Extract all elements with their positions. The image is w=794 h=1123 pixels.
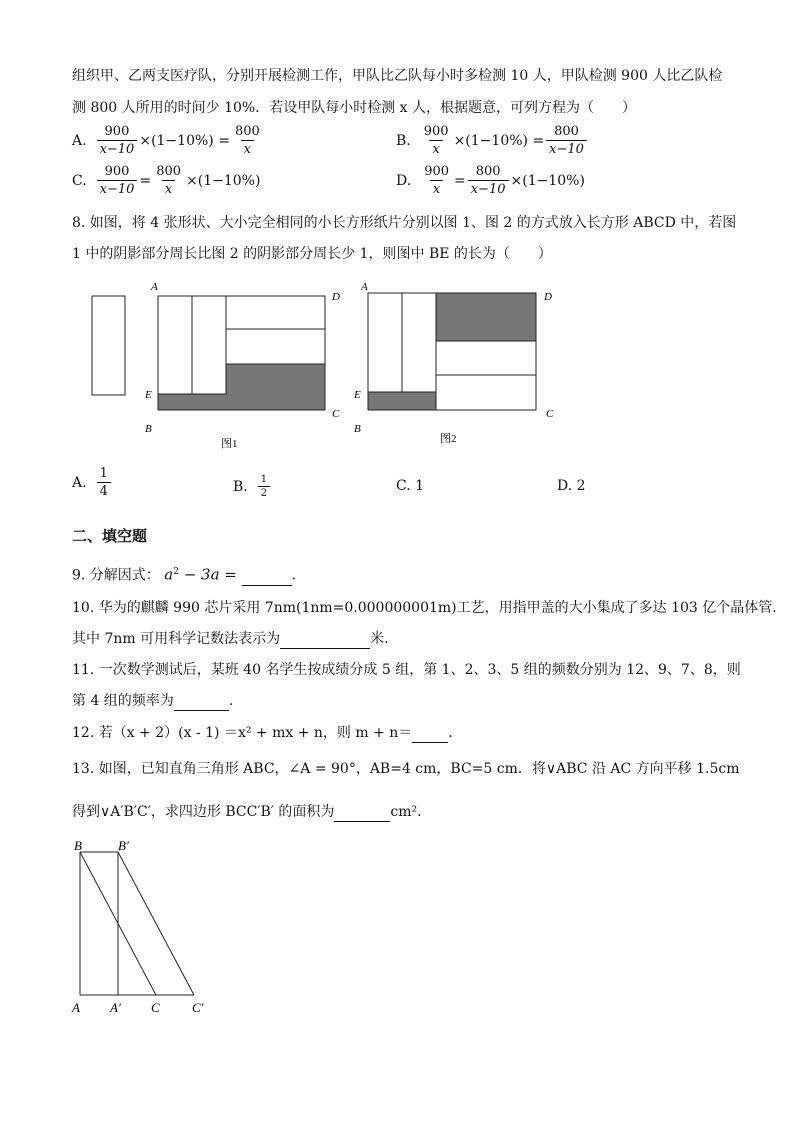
option-label: C. [72,172,87,189]
fig2-point-a: A [361,281,368,293]
q9-answer-blank[interactable] [242,571,292,586]
option-label: D. [396,172,412,189]
section-heading: 二、填空题 [72,527,148,545]
point-b: B [74,838,82,853]
fig1-point-b: B [145,423,152,435]
q9-expr-a: a [164,565,174,584]
point-c-prime: C′ [192,1000,204,1015]
fig1-point-c: C [332,408,340,420]
fig1-point-a: A [151,281,158,293]
option-operator: = [454,172,466,189]
q10-answer-blank[interactable] [280,634,370,649]
q9-expr-rest: − 3a = [178,565,242,584]
q8-text-line1: 8. 如图，将 4 张形状、大小完全相同的小长方形纸片分别以图 1、图 2 的方式放入长方形 ABCD 中，若图 [72,215,737,231]
fraction: $\frac{900}{x-10}$ [97,124,138,157]
q13-figure [0,830,260,1030]
q11-text-line2: 第 4 组的频率为 . [72,693,234,709]
q8-option-c[interactable]: C. 1 [396,478,425,494]
q8-text-line2: 1 中的阴影部分周长比图 2 的阴影部分周长少 1，则图中 BE 的长为（ ） [72,246,552,262]
fig2-point-c: C [546,408,554,420]
fig1-shade-bottom [158,394,226,410]
fraction: $\frac{900}{x-10}$ [97,164,138,197]
q13-text-line2: 得到∨A′B′C′，求四边形 BCC′B′ 的面积为 cm²． [72,804,432,820]
option-operator: ×(1−10%) = [453,132,545,149]
q7-text-line1: 组织甲、乙两支医疗队，分别开展检测工作，甲队比乙队每小时多检测 10 人，甲队检测 900 人比乙队检 [72,68,723,84]
fig1-point-e: E [145,389,152,401]
option-operator: ×(1−10%) = [139,132,230,149]
option-label: B. [233,478,248,495]
single-strip [92,296,125,395]
point-a: A [72,1000,80,1015]
option-label: B. [396,132,411,149]
point-c: C [151,1000,160,1015]
fraction: $\frac{1}{2}$ [258,474,270,499]
fraction: $\frac{900}{x}$ [423,124,449,157]
option-label: A. [72,474,87,491]
fraction: $\frac{800}{x}$ [234,124,260,157]
fig2-point-e: E [354,389,361,401]
point-b-prime: B′ [118,838,129,853]
q9-expr-exp: 2 [173,567,179,577]
q12-text: 12. 若（x + 2）(x - 1) ＝x² + mx + n，则 m + n＝ ． [72,725,463,741]
fig1-caption: 图1 [221,438,238,450]
q11-text-line1: 11. 一次数学测试后，某班 40 名学生按成绩分成 5 组，第 1、2、3、5 组的频数分别为 12、9、7、8，则 [72,662,741,678]
fraction: $\frac{800}{x-10}$ [468,164,509,197]
q8-option-b[interactable] [233,474,272,499]
segment-b2c2 [118,852,194,995]
option-tail: ×(1−10%) [186,172,261,189]
q8-figures [0,0,794,470]
q11-answer-blank[interactable] [174,696,229,711]
fig2-shade-bottom [368,392,436,410]
fig2-point-b: B [354,423,361,435]
q13-text-line1: 13. 如图，已知直角三角形 ABC，∠A = 90°，AB=4 cm，BC=5 cm．将∨ABC 沿 AC 方向平移 1.5cm [72,761,740,777]
q12-answer-blank[interactable] [412,728,448,743]
q10-text-line2: 其中 7nm 可用科学记数法表示为 米. [72,631,389,647]
q8-option-a[interactable] [72,466,113,499]
fig2-caption: 图2 [440,433,457,445]
figure-1 [144,281,340,450]
fig1-shade-right [226,364,325,410]
fig1-point-d: D [332,291,340,303]
q9-text: 9. 分解因式： $a^2 - 3a$ = . [72,565,297,584]
figure-2 [353,281,554,445]
option-label: A. [72,132,87,149]
q13-answer-blank[interactable] [334,807,390,822]
fraction: $\frac{1}{4}$ [97,466,111,499]
fig2-point-d: D [544,291,552,303]
option-operator: = [139,172,152,189]
q8-option-d[interactable]: D. 2 [557,478,586,494]
q10-text-line1: 10. 华为的麒麟 990 芯片采用 7nm(1nm=0.000000001m)工艺，用指甲盖的大小集成了多达 103 亿个晶体管. [72,600,777,616]
fraction: $\frac{900}{x}$ [424,164,450,197]
fig2-shade-top [436,293,536,341]
option-tail: ×(1−10%) [510,172,585,189]
q7-text-line2: 测 800 人所用的时间少 10%．若设甲队每小时检测 x 人，根据题意，可列方程为（ ） [72,100,636,116]
fraction: $\frac{800}{x}$ [156,164,182,197]
fraction: $\frac{800}{x-10}$ [546,124,587,157]
point-a-prime: A′ [110,1000,121,1015]
